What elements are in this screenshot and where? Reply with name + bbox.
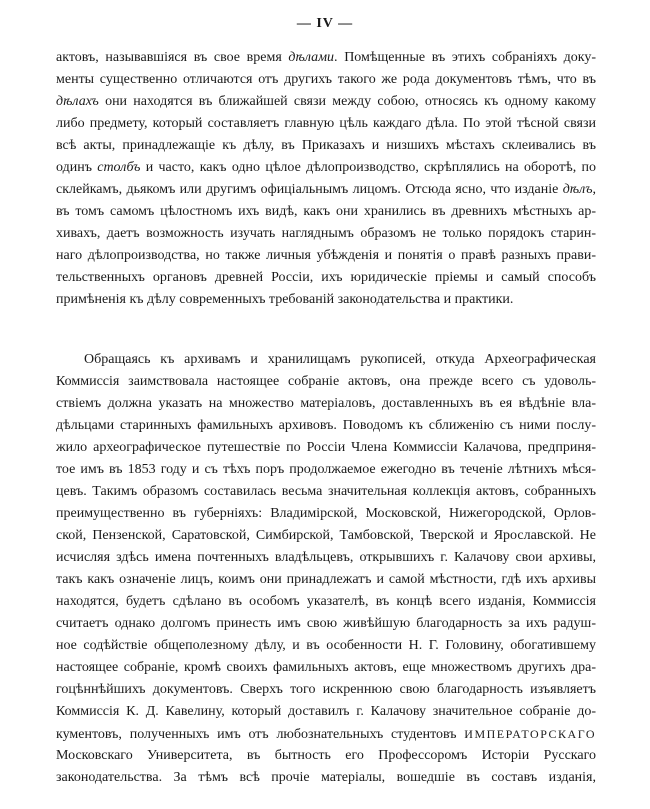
text-line — [56, 47, 596, 69]
text-segment: , — [592, 182, 596, 197]
text-segment: они находятся въ ближайшей связи между собою, относясь къ одному какому — [98, 94, 596, 109]
text-line — [56, 635, 596, 657]
text-segment: настоящее собраніе, кромѣ своихъ фамильныхъ актовъ, еще множествомъ другихъ дра- — [56, 660, 596, 675]
text-line — [56, 157, 596, 179]
text-line — [56, 569, 596, 591]
text-segment: тельственныхъ органовъ древней Россіи, ихъ юридическіе пріемы и самый способъ — [56, 270, 596, 285]
text-segment: Обращаясь къ архивамъ и хранилищамъ рукописей, откуда Археографическая — [84, 352, 596, 367]
text-line — [56, 503, 596, 525]
paragraph-1 — [56, 47, 596, 311]
text-line — [56, 393, 596, 415]
page-number: — IV — — [296, 16, 354, 31]
text-segment: хивахъ, даетъ возможность изучать нагляднымъ образомъ не только порядокъ старин- — [56, 226, 596, 241]
text-line — [56, 525, 596, 547]
text-line — [56, 179, 596, 201]
italic-term: столбъ — [97, 160, 141, 175]
text-segment: склейкамъ, дьякомъ или другимъ офиціальнымъ лицомъ. Отсюда ясно, что изданіе — [56, 182, 563, 197]
text-segment: гоцѣннѣйшихъ документовъ. Сверхъ того искреннюю свою благодарность изъявляетъ — [56, 682, 596, 697]
text-line — [56, 591, 596, 613]
text-segment: . Помѣщенные въ этихъ собраніяхъ доку- — [334, 50, 596, 65]
text-line — [56, 135, 596, 157]
spaced-word: ИМПЕРАТОРСКАГО — [464, 727, 596, 741]
text-segment: ской, Пензенской, Саратовской, Симбирской, Тамбовской, Тверской и Ярославской. Не — [56, 528, 596, 543]
text-segment: Коммиссія К. Д. Кавелину, который доставилъ г. Калачову значительное собраніе до- — [56, 704, 596, 719]
text-line — [56, 767, 596, 789]
text-line — [56, 613, 596, 635]
paragraph-2 — [56, 349, 596, 789]
text-line — [56, 701, 596, 723]
text-line — [56, 113, 596, 135]
text-segment: считаетъ однако долгомъ принесть имъ свою живѣйшую благодарность за ихъ радуш- — [56, 616, 596, 631]
text-segment: менты существенно отличаются отъ другихъ такого же рода документовъ тѣмъ, что въ — [56, 72, 596, 87]
text-line — [56, 289, 596, 311]
text-line — [56, 679, 596, 701]
text-line — [56, 267, 596, 289]
text-line — [56, 547, 596, 569]
text-segment: всѣ акты, принадлежащіе къ дѣлу, въ Приказахъ и низшихъ мѣстахъ склеивались въ — [56, 138, 596, 153]
text-line — [56, 657, 596, 679]
text-line — [56, 415, 596, 437]
text-segment: цевъ. Такимъ образомъ составилась весьма значительная коллекція актовъ, собранныхъ — [56, 484, 596, 499]
text-line — [56, 459, 596, 481]
text-segment: исчисляя здѣсь имена почтенныхъ владѣльцевъ, открывшихъ г. Калачову свои архивы, — [56, 550, 596, 565]
text-line — [56, 223, 596, 245]
text-line — [56, 437, 596, 459]
italic-term: дѣлами — [288, 50, 335, 65]
text-line — [56, 201, 596, 223]
text-segment: одинъ — [56, 160, 98, 175]
text-segment: и часто, какъ одно цѣлое дѣлопроизводство, скрѣплялись на оборотѣ, по — [140, 160, 596, 175]
text-line — [56, 371, 596, 393]
text-segment: законодательства. За тѣмъ всѣ прочіе матеріалы, вошедшіе въ составъ изданія, — [56, 770, 596, 785]
italic-term: дѣлахъ — [56, 94, 99, 109]
text-line — [56, 745, 596, 767]
text-segment: такъ какъ означеніе лицъ, коимъ они принадлежатъ и самой мѣстности, гдѣ ихъ архивы — [56, 572, 596, 587]
text-segment: находятся, будетъ сдѣлано въ особомъ указателѣ, въ концѣ всего изданія, Коммиссія — [56, 594, 596, 609]
text-segment: тое имъ въ 1853 году и съ тѣхъ поръ продолжаемое ежегодно въ теченіе лѣтнихъ мѣся- — [56, 462, 596, 477]
text-segment: кументовъ, полученныхъ имъ отъ любознательныхъ студентовъ — [56, 727, 465, 742]
text-segment: примѣненія къ дѣлу современныхъ требованій законодательства и практики. — [56, 292, 514, 307]
text-line — [56, 91, 596, 113]
text-line — [56, 349, 596, 371]
text-segment: Московскаго Университета, въ бытность его Профессоромъ Исторіи Русскаго — [56, 748, 596, 763]
text-segment: жило археографическое путешествіе по Россіи Члена Коммиссіи Калачова, предприня- — [56, 440, 596, 455]
text-segment: дѣльцами старинныхъ фамильныхъ архивовъ. Поводомъ къ сближенію съ ними послу- — [56, 418, 596, 433]
italic-term: дѣлъ — [562, 182, 593, 197]
text-segment: Коммиссія заимствовала настоящее собраніе актовъ, она прежде всего съ удоволь- — [56, 374, 596, 389]
text-segment: либо предмету, который составляетъ главную цѣль каждаго дѣла. По этой тѣсной связи — [56, 116, 596, 131]
text-line — [56, 723, 596, 745]
text-segment: въ томъ самомъ цѣлостномъ ихъ видѣ, какъ они хранились въ древнихъ мѣстныхъ ар- — [56, 204, 596, 219]
text-line — [56, 481, 596, 503]
text-segment: наго дѣлопроизводства, но также личныя убѣжденія и понятія о правѣ разныхъ прави- — [56, 248, 596, 263]
text-segment: преимущественно въ губерніяхъ: Владимірской, Московской, Нижегородской, Орлов- — [56, 506, 596, 521]
text-segment: ное содѣйствіе общеполезному дѣлу, и въ особенности Н. Г. Головину, обогатившему — [56, 638, 596, 653]
text-segment: актовъ, называвшіяся въ свое время — [56, 50, 289, 65]
text-line — [56, 69, 596, 91]
text-line — [56, 245, 596, 267]
text-segment: ствіемъ должна указать на множество матеріаловъ, доставленныхъ въ ея вѣдѣніе вла- — [56, 396, 596, 411]
